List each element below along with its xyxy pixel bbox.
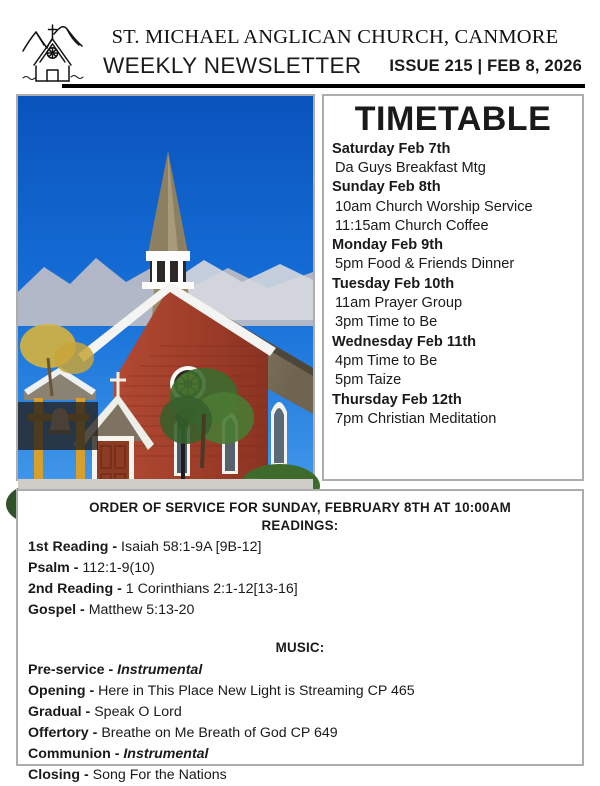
timetable-event-item: 11:15am Church Coffee (335, 217, 489, 234)
readings-heading: READINGS: (261, 518, 339, 533)
timetable-day-heading: Saturday Feb 7th (332, 140, 451, 157)
reading-row-label: 2nd Reading (28, 581, 114, 597)
music-row-value: Here in This Place New Light is Streaming CP 465 (94, 683, 415, 699)
reading-row-value: 1 Corinthians 2:1-12[13-16] (121, 581, 298, 597)
music-row-label: Pre-service (28, 662, 105, 678)
music-row (28, 660, 582, 681)
timetable-day-heading: Tuesday Feb 10th (332, 275, 455, 292)
music-row-value: Instrumental (113, 662, 203, 678)
order-of-service-panel (16, 489, 584, 783)
reading-row-separator: - (113, 581, 122, 597)
reading-row-label: Psalm (28, 560, 70, 576)
church-photo (16, 94, 315, 481)
timetable-day-heading: Wednesday Feb 11th (332, 333, 477, 350)
reading-row (28, 558, 582, 579)
music-row-separator: - (88, 725, 98, 741)
reading-row-value: Matthew 5:13-20 (84, 602, 195, 618)
newsletter-subtitle-row (95, 53, 585, 81)
timetable-event-item: 3pm Time to Be (335, 314, 438, 331)
timetable-event-item: 4pm Time to Be (335, 352, 438, 369)
music-row (28, 723, 582, 744)
church-mountains-logo-icon (14, 20, 92, 86)
music-row-separator: - (110, 746, 120, 762)
music-row-value: Instrumental (119, 746, 209, 762)
reading-row-separator: - (69, 560, 79, 576)
timetable-panel (322, 94, 584, 481)
timetable-event-item: 5pm Taize (335, 372, 402, 389)
newsletter-label: WEEKLY NEWSLETTER (103, 53, 362, 78)
reading-row-separator: - (76, 602, 85, 618)
music-row-separator: - (85, 683, 95, 699)
music-row-label: Closing (28, 767, 81, 783)
reading-row-separator: - (108, 539, 118, 555)
reading-row-label: Gospel (28, 602, 77, 618)
timetable-heading: TIMETABLE (354, 100, 552, 138)
readings-list (18, 537, 582, 621)
header-divider-rule (62, 84, 585, 88)
order-of-service-title: ORDER OF SERVICE FOR SUNDAY, FEBRUARY 8TH AT 10:00AM (89, 500, 511, 515)
music-row-label: Communion (28, 746, 111, 762)
reading-row (28, 579, 582, 600)
music-row (28, 702, 582, 723)
church-photo-image (18, 96, 313, 479)
music-row-value: Song For the Nations (88, 767, 227, 783)
music-heading: MUSIC: (275, 640, 325, 655)
reading-row-label: 1st Reading (28, 539, 109, 555)
music-list (18, 660, 582, 786)
timetable-event-item: 7pm Christian Meditation (335, 410, 497, 427)
music-row (28, 744, 582, 765)
timetable-day-heading: Thursday Feb 12th (332, 391, 462, 408)
music-row (28, 681, 582, 702)
music-row-label: Gradual - (28, 704, 91, 720)
page-title: ST. MICHAEL ANGLICAN CHURCH, CANMORE (111, 26, 559, 48)
reading-row-value: Isaiah 58:1-9A [9B-12] (117, 539, 262, 555)
timetable-event-item: 10am Church Worship Service (335, 198, 533, 215)
music-row-value: Breathe on Me Breath of God CP 649 (97, 725, 338, 741)
music-row-value: Speak O Lord (90, 704, 182, 720)
music-row (28, 765, 582, 786)
newsletter-header (0, 0, 600, 92)
timetable-event-item: Da Guys Breakfast Mtg (335, 159, 486, 176)
timetable-event-item: 5pm Food & Friends Dinner (335, 256, 515, 273)
issue-date-label: ISSUE 215 | FEB 8, 2026 (389, 57, 582, 75)
timetable-day-heading: Monday Feb 9th (332, 237, 444, 254)
timetable-list (324, 140, 582, 429)
music-row-label: Offertory (28, 725, 89, 741)
music-row-label: Opening (28, 683, 86, 699)
music-row-separator: - (104, 662, 114, 678)
reading-row (28, 537, 582, 558)
timetable-day-heading: Sunday Feb 8th (332, 179, 441, 196)
reading-row (28, 600, 582, 621)
music-row-separator: - (80, 767, 89, 783)
reading-row-value: 112:1-9(10) (78, 560, 155, 576)
timetable-event-item: 11am Prayer Group (335, 295, 463, 312)
